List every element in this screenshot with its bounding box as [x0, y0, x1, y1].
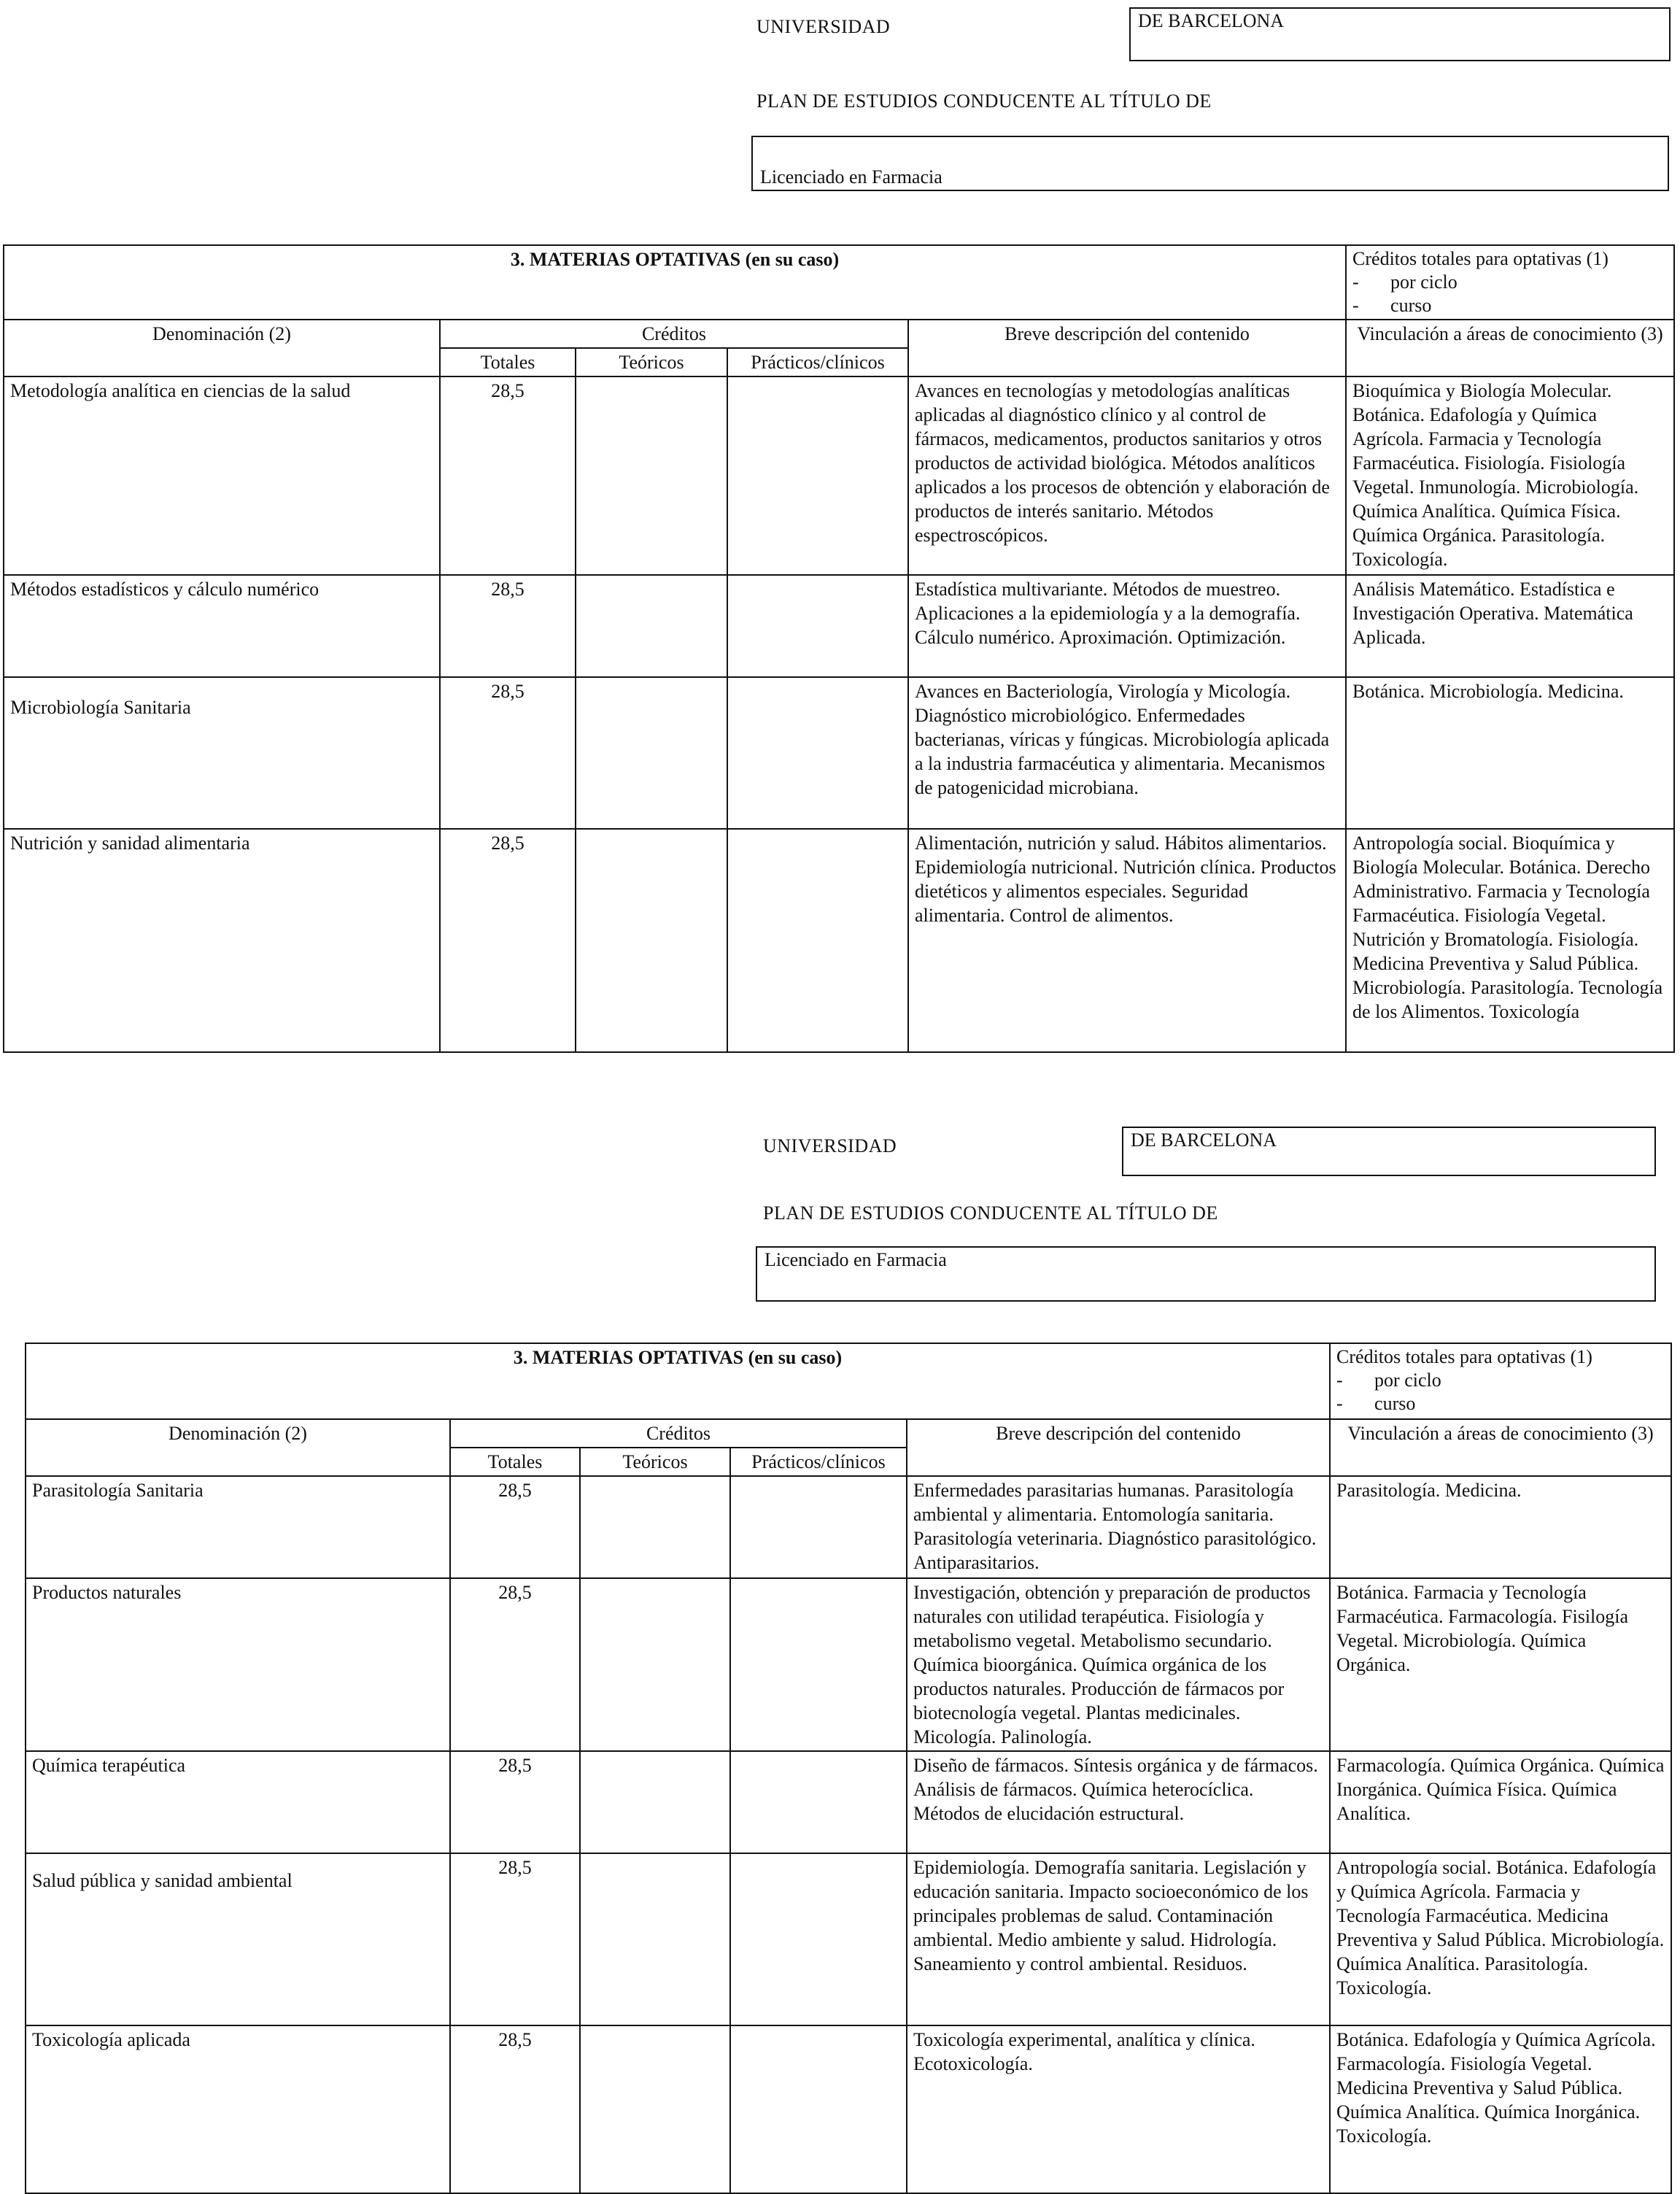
vinculacion-cell: Botánica. Farmacia y Tecnología Farmacéutica. Farmacología. Fisilogía Vegetal. Microbiología. Química Orgánica.: [1330, 1578, 1671, 1751]
titulo-value: Licenciado en Farmacia: [764, 1249, 947, 1270]
denominacion-cell: Toxicología aplicada: [26, 2025, 450, 2193]
titulo-field: [751, 136, 1669, 191]
dash-marker: -: [1352, 271, 1359, 293]
materias-optativas-table: [25, 1343, 1672, 2194]
col-header-practicos: Prácticos/clínicos: [730, 1448, 907, 1476]
col-header-creditos: Créditos: [440, 320, 908, 348]
table-row: [4, 376, 1674, 575]
col-header-practicos: Prácticos/clínicos: [727, 348, 908, 376]
materias-optativas-table: [3, 244, 1675, 1053]
table-row: [26, 1853, 1671, 2025]
universidad-label: UNIVERSIDAD: [763, 1135, 897, 1156]
denominacion-cell: Productos naturales: [26, 1578, 450, 1751]
totales-cell: 28,5: [450, 1853, 580, 2025]
vinculacion-cell: Botánica. Microbiología. Medicina.: [1346, 677, 1674, 829]
denominacion-cell: Metodología analítica en ciencias de la salud: [4, 376, 440, 575]
universidad-field: [1122, 1127, 1656, 1176]
table-row: [4, 575, 1674, 677]
vinculacion-cell: Bioquímica y Biología Molecular. Botánica. Edafología y Química Agrícola. Farmacia y Tecnología Farmacéutica. Fisiología. Fisiología Vegetal. Inmunología. Microbiología. Química Analítica. Química Física. Química Orgánica. Parasitología. Toxicología.: [1346, 376, 1674, 575]
teoricos-cell: [576, 829, 727, 1052]
titulo-value: Licenciado en Farmacia: [760, 166, 942, 188]
totales-cell: 28,5: [450, 2025, 580, 2193]
dash-marker: -: [1336, 1370, 1343, 1391]
teoricos-cell: [576, 575, 727, 677]
col-header-creditos: Créditos: [450, 1419, 907, 1448]
universidad-value: DE BARCELONA: [1138, 10, 1285, 31]
col-header-vinculacion: Vinculación a áreas de conocimiento (3): [1346, 320, 1674, 376]
creditos-totales-cell: [1330, 1343, 1671, 1419]
creditos-totales-label: Créditos totales para optativas (1): [1336, 1346, 1592, 1367]
totales-cell: 28,5: [440, 575, 576, 677]
por-ciclo-label: por ciclo: [1390, 271, 1458, 293]
plan-label: PLAN DE ESTUDIOS CONDUCENTE AL TÍTULO DE: [756, 90, 1212, 112]
table-title: 3. MATERIAS OPTATIVAS (en su caso): [4, 245, 1346, 320]
universidad-value: DE BARCELONA: [1131, 1129, 1277, 1151]
col-header-totales: Totales: [450, 1448, 580, 1476]
col-header-descripcion: Breve descripción del contenido: [907, 1419, 1330, 1476]
teoricos-cell: [580, 1476, 730, 1578]
descripcion-cell: Toxicología experimental, analítica y clínica. Ecotoxicología.: [907, 2025, 1330, 2193]
table-row: [4, 829, 1674, 1052]
denominacion-cell: Parasitología Sanitaria: [26, 1476, 450, 1578]
denominacion-cell: Química terapéutica: [26, 1751, 450, 1853]
col-header-teoricos: Teóricos: [580, 1448, 730, 1476]
practicos-cell: [727, 829, 908, 1052]
dash-marker: -: [1336, 1393, 1343, 1414]
descripcion-cell: Alimentación, nutrición y salud. Hábitos alimentarios. Epidemiología nutricional. Nutrición clínica. Productos dietéticos y alimentos especiales. Seguridad alimentaria. Control de alimentos.: [908, 829, 1346, 1052]
practicos-cell: [727, 575, 908, 677]
denominacion-cell: Microbiología Sanitaria: [4, 677, 440, 829]
practicos-cell: [730, 1751, 907, 1853]
table-row: [4, 677, 1674, 829]
totales-cell: 28,5: [450, 1578, 580, 1751]
vinculacion-cell: Botánica. Edafología y Química Agrícola. Farmacología. Fisiología Vegetal. Medicina Preventiva y Salud Pública. Química Analítica. Química Inorgánica. Toxicología.: [1330, 2025, 1671, 2193]
col-header-denominacion: Denominación (2): [4, 320, 440, 376]
teoricos-cell: [580, 1578, 730, 1751]
col-header-vinculacion: Vinculación a áreas de conocimiento (3): [1330, 1419, 1671, 1476]
table-title: 3. MATERIAS OPTATIVAS (en su caso): [26, 1343, 1330, 1419]
curso-label: curso: [1390, 295, 1432, 316]
practicos-cell: [730, 1853, 907, 2025]
totales-cell: 28,5: [450, 1476, 580, 1578]
practicos-cell: [730, 1578, 907, 1751]
totales-cell: 28,5: [450, 1751, 580, 1853]
vinculacion-cell: Antropología social. Bioquímica y Biología Molecular. Botánica. Derecho Administrativo. Farmacia y Tecnología Farmacéutica. Fisiología Vegetal. Nutrición y Bromatología. Fisiología. Medicina Preventiva y Salud Pública. Microbiología. Parasitología. Tecnología de los Alimentos. Toxicología: [1346, 829, 1674, 1052]
table-row: [26, 1578, 1671, 1751]
teoricos-cell: [576, 677, 727, 829]
practicos-cell: [730, 1476, 907, 1578]
col-header-descripcion: Breve descripción del contenido: [908, 320, 1346, 376]
descripcion-cell: Investigación, obtención y preparación de productos naturales con utilidad terapéutica. Fisiología y metabolismo vegetal. Metabolismo secundario. Química bioorgánica. Química orgánica de los productos naturales. Producción de fármacos por biotecnología vegetal. Plantas medicinales. Micología. Palinología.: [907, 1578, 1330, 1751]
vinculacion-cell: Parasitología. Medicina.: [1330, 1476, 1671, 1578]
table-row: [26, 2025, 1671, 2193]
descripcion-cell: Diseño de fármacos. Síntesis orgánica y de fármacos. Análisis de fármacos. Química heterocíclica. Métodos de elucidación estructural.: [907, 1751, 1330, 1853]
curso-label: curso: [1374, 1393, 1416, 1414]
descripcion-cell: Avances en Bacteriología, Virología y Micología. Diagnóstico microbiológico. Enfermedades bacterianas, víricas y fúngicas. Microbiología aplicada a la industria farmacéutica y alimentaria. Mecanismos de patogenicidad microbiana.: [908, 677, 1346, 829]
descripcion-cell: Avances en tecnologías y metodologías analíticas aplicadas al diagnóstico clínico y al control de fármacos, medicamentos, productos sanitarios y otros productos de actividad biológica. Métodos analíticos aplicados a los procesos de obtención y elaboración de productos de interés sanitario. Métodos espectroscópicos.: [908, 376, 1346, 575]
dash-marker: -: [1352, 295, 1359, 316]
teoricos-cell: [580, 1853, 730, 2025]
creditos-totales-cell: [1346, 245, 1674, 320]
descripcion-cell: Enfermedades parasitarias humanas. Parasitología ambiental y alimentaria. Entomología sanitaria. Parasitología veterinaria. Diagnóstico parasitológico. Antiparasitarios.: [907, 1476, 1330, 1578]
totales-cell: 28,5: [440, 677, 576, 829]
table-row: [26, 1476, 1671, 1578]
por-ciclo-label: por ciclo: [1374, 1370, 1441, 1391]
totales-cell: 28,5: [440, 376, 576, 575]
titulo-field: [756, 1246, 1656, 1302]
totales-cell: 28,5: [440, 829, 576, 1052]
col-header-denominacion: Denominación (2): [26, 1419, 450, 1476]
col-header-totales: Totales: [440, 348, 576, 376]
denominacion-cell: Nutrición y sanidad alimentaria: [4, 829, 440, 1052]
practicos-cell: [727, 677, 908, 829]
teoricos-cell: [576, 376, 727, 575]
vinculacion-cell: Antropología social. Botánica. Edafología y Química Agrícola. Farmacia y Tecnología Farmacéutica. Medicina Preventiva y Salud Pública. Microbiología. Química Analítica. Parasitología. Toxicología.: [1330, 1853, 1671, 2025]
vinculacion-cell: Análisis Matemático. Estadística e Investigación Operativa. Matemática Aplicada.: [1346, 575, 1674, 677]
universidad-field: [1129, 7, 1671, 61]
practicos-cell: [727, 376, 908, 575]
denominacion-cell: Métodos estadísticos y cálculo numérico: [4, 575, 440, 677]
vinculacion-cell: Farmacología. Química Orgánica. Química Inorgánica. Química Física. Química Analítica.: [1330, 1751, 1671, 1853]
universidad-label: UNIVERSIDAD: [756, 16, 891, 37]
plan-label: PLAN DE ESTUDIOS CONDUCENTE AL TÍTULO DE: [763, 1202, 1218, 1224]
teoricos-cell: [580, 1751, 730, 1853]
descripcion-cell: Estadística multivariante. Métodos de muestreo. Aplicaciones a la epidemiología y a la demografía. Cálculo numérico. Aproximación. Optimización.: [908, 575, 1346, 677]
creditos-totales-label: Créditos totales para optativas (1): [1352, 248, 1609, 269]
practicos-cell: [730, 2025, 907, 2193]
col-header-teoricos: Teóricos: [576, 348, 727, 376]
teoricos-cell: [580, 2025, 730, 2193]
descripcion-cell: Epidemiología. Demografía sanitaria. Legislación y educación sanitaria. Impacto socioeconómico de los principales problemas de salud. Contaminación ambiental. Medio ambiente y salud. Hidrología. Saneamiento y control ambiental. Residuos.: [907, 1853, 1330, 2025]
denominacion-cell: Salud pública y sanidad ambiental: [26, 1853, 450, 2025]
table-row: [26, 1751, 1671, 1853]
